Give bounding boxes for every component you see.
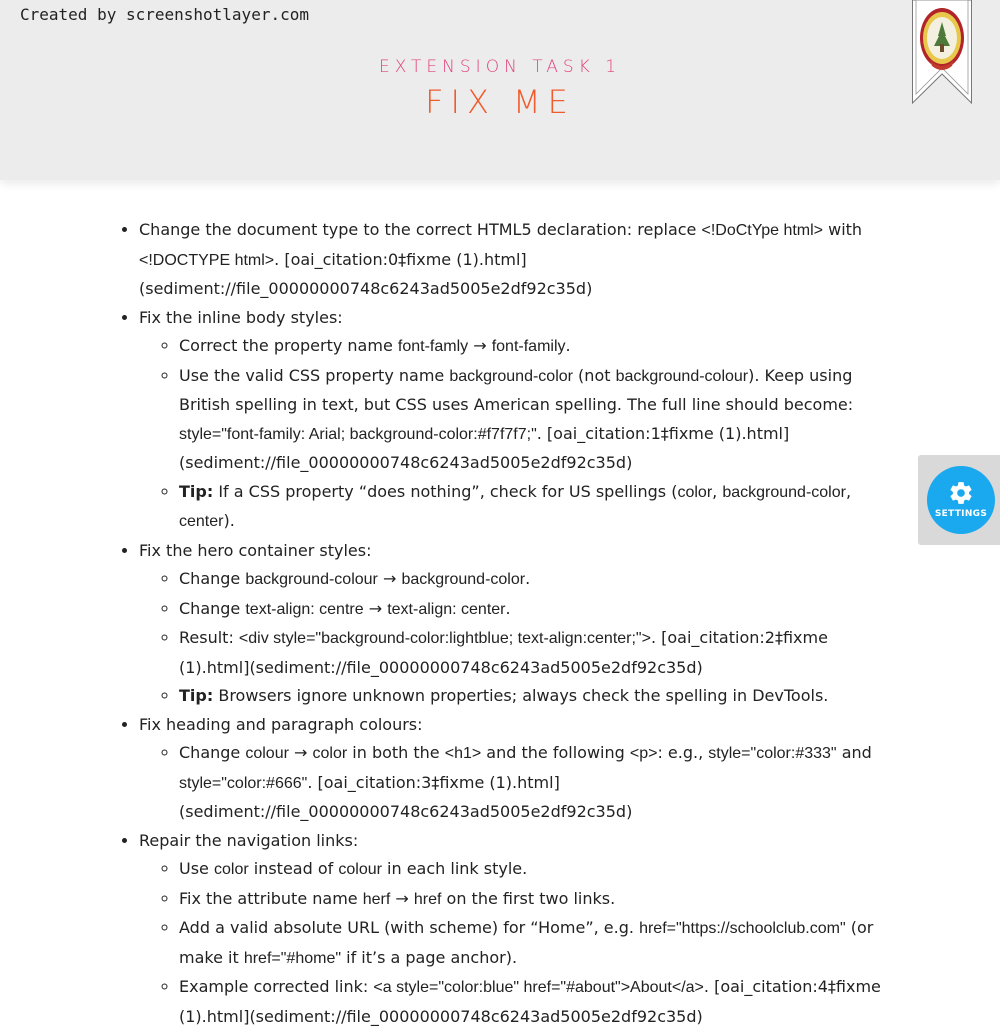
settings-label: SETTINGS	[927, 509, 995, 519]
gear-icon	[948, 480, 974, 506]
item-heading: Fix the inline body styles:	[139, 308, 343, 327]
item-text: with	[823, 220, 862, 239]
page-title: FIX ME	[0, 83, 1000, 121]
list-item	[139, 304, 884, 537]
task-list	[0, 216, 884, 1031]
page-subtitle: EXTENSION TASK 1	[0, 57, 1000, 77]
page-header	[0, 0, 1000, 180]
sub-list	[139, 739, 884, 827]
list-item	[139, 216, 884, 304]
list-item	[139, 827, 884, 1031]
tip-item: ◦ Tip: Browsers ignore unknown properties; always check the spelling in DevTools.	[179, 682, 884, 711]
sub-list-item: ◦ Correct the property name font-famly → font-family.	[179, 332, 884, 362]
item-text: Change the document type to the correct HTML5 declaration: replace	[139, 220, 701, 239]
settings-button[interactable]	[927, 466, 995, 534]
sub-list-item: ◦ Result: <div style="background-color:lightblue; text-align:center;">. [oai_citation:2‡fixme (1).html](sediment://file_00000000748c6243ad5005e2df92c35d)	[179, 624, 884, 682]
item-heading: Fix the hero container styles:	[139, 541, 371, 560]
list-item	[139, 537, 884, 711]
sub-list-item: ◦ Use the valid CSS property name background-color (not background-colour). Keep using British spelling in text, but CSS uses American spelling. The full line should become: style="font-family: Arial; background-color:#f7f7f7;". [oai_citation:1‡fixme (1).html](sediment://file_00000000748c6243ad5005e2df92c35d)	[179, 362, 884, 478]
instructions-content	[0, 216, 1000, 1031]
tip-item: ◦ Tip: If a CSS property “does nothing”, check for US spellings (color, background-color, center).	[179, 478, 884, 537]
sub-list-item: ◦ Example corrected link: <a style="color:blue" href="#about">About</a>. [oai_citation:4‡fixme (1).html](sediment://file_00000000748c6243ad5005e2df92c35d)	[179, 973, 884, 1031]
sub-list-item: ◦ Change colour → color in both the <h1> and the following <p>: e.g., style="color:#333" and style="color:#666". [oai_citation:3‡fixme (1).html](sediment://file_00000000748c6243ad5005e2df92c35d)	[179, 739, 884, 827]
sub-list	[139, 332, 884, 537]
sub-list-item: ◦ Fix the attribute name herf → href on the first two links.	[179, 885, 884, 915]
sub-list-item: ◦ Use color instead of colour in each link style.	[179, 855, 884, 885]
sub-list	[139, 565, 884, 711]
sub-list-item: ◦ Change text-align: centre → text-align: center.	[179, 595, 884, 625]
sub-list-item: ◦ Add a valid absolute URL (with scheme) for “Home”, e.g. href="https://schoolclub.com" (or make it href="#home" if it’s a page anchor).	[179, 914, 884, 973]
code-text: <!DOCTYPE html>	[139, 252, 274, 269]
citation-text: . [oai_citation:0‡fixme (1).html](sediment://file_00000000748c6243ad5005e2df92c35d)	[139, 250, 592, 299]
item-heading: Repair the navigation links:	[139, 831, 358, 850]
watermark-text: Created by screenshotlayer.com	[20, 5, 309, 24]
sub-list	[139, 855, 884, 1031]
school-crest-ribbon-icon	[912, 0, 972, 104]
list-item	[139, 711, 884, 827]
item-heading: Fix heading and paragraph colours:	[139, 715, 423, 734]
code-text: <!DoCtYpe html>	[701, 222, 823, 239]
sub-list-item: ◦ Change background-colour → background-color.	[179, 565, 884, 595]
